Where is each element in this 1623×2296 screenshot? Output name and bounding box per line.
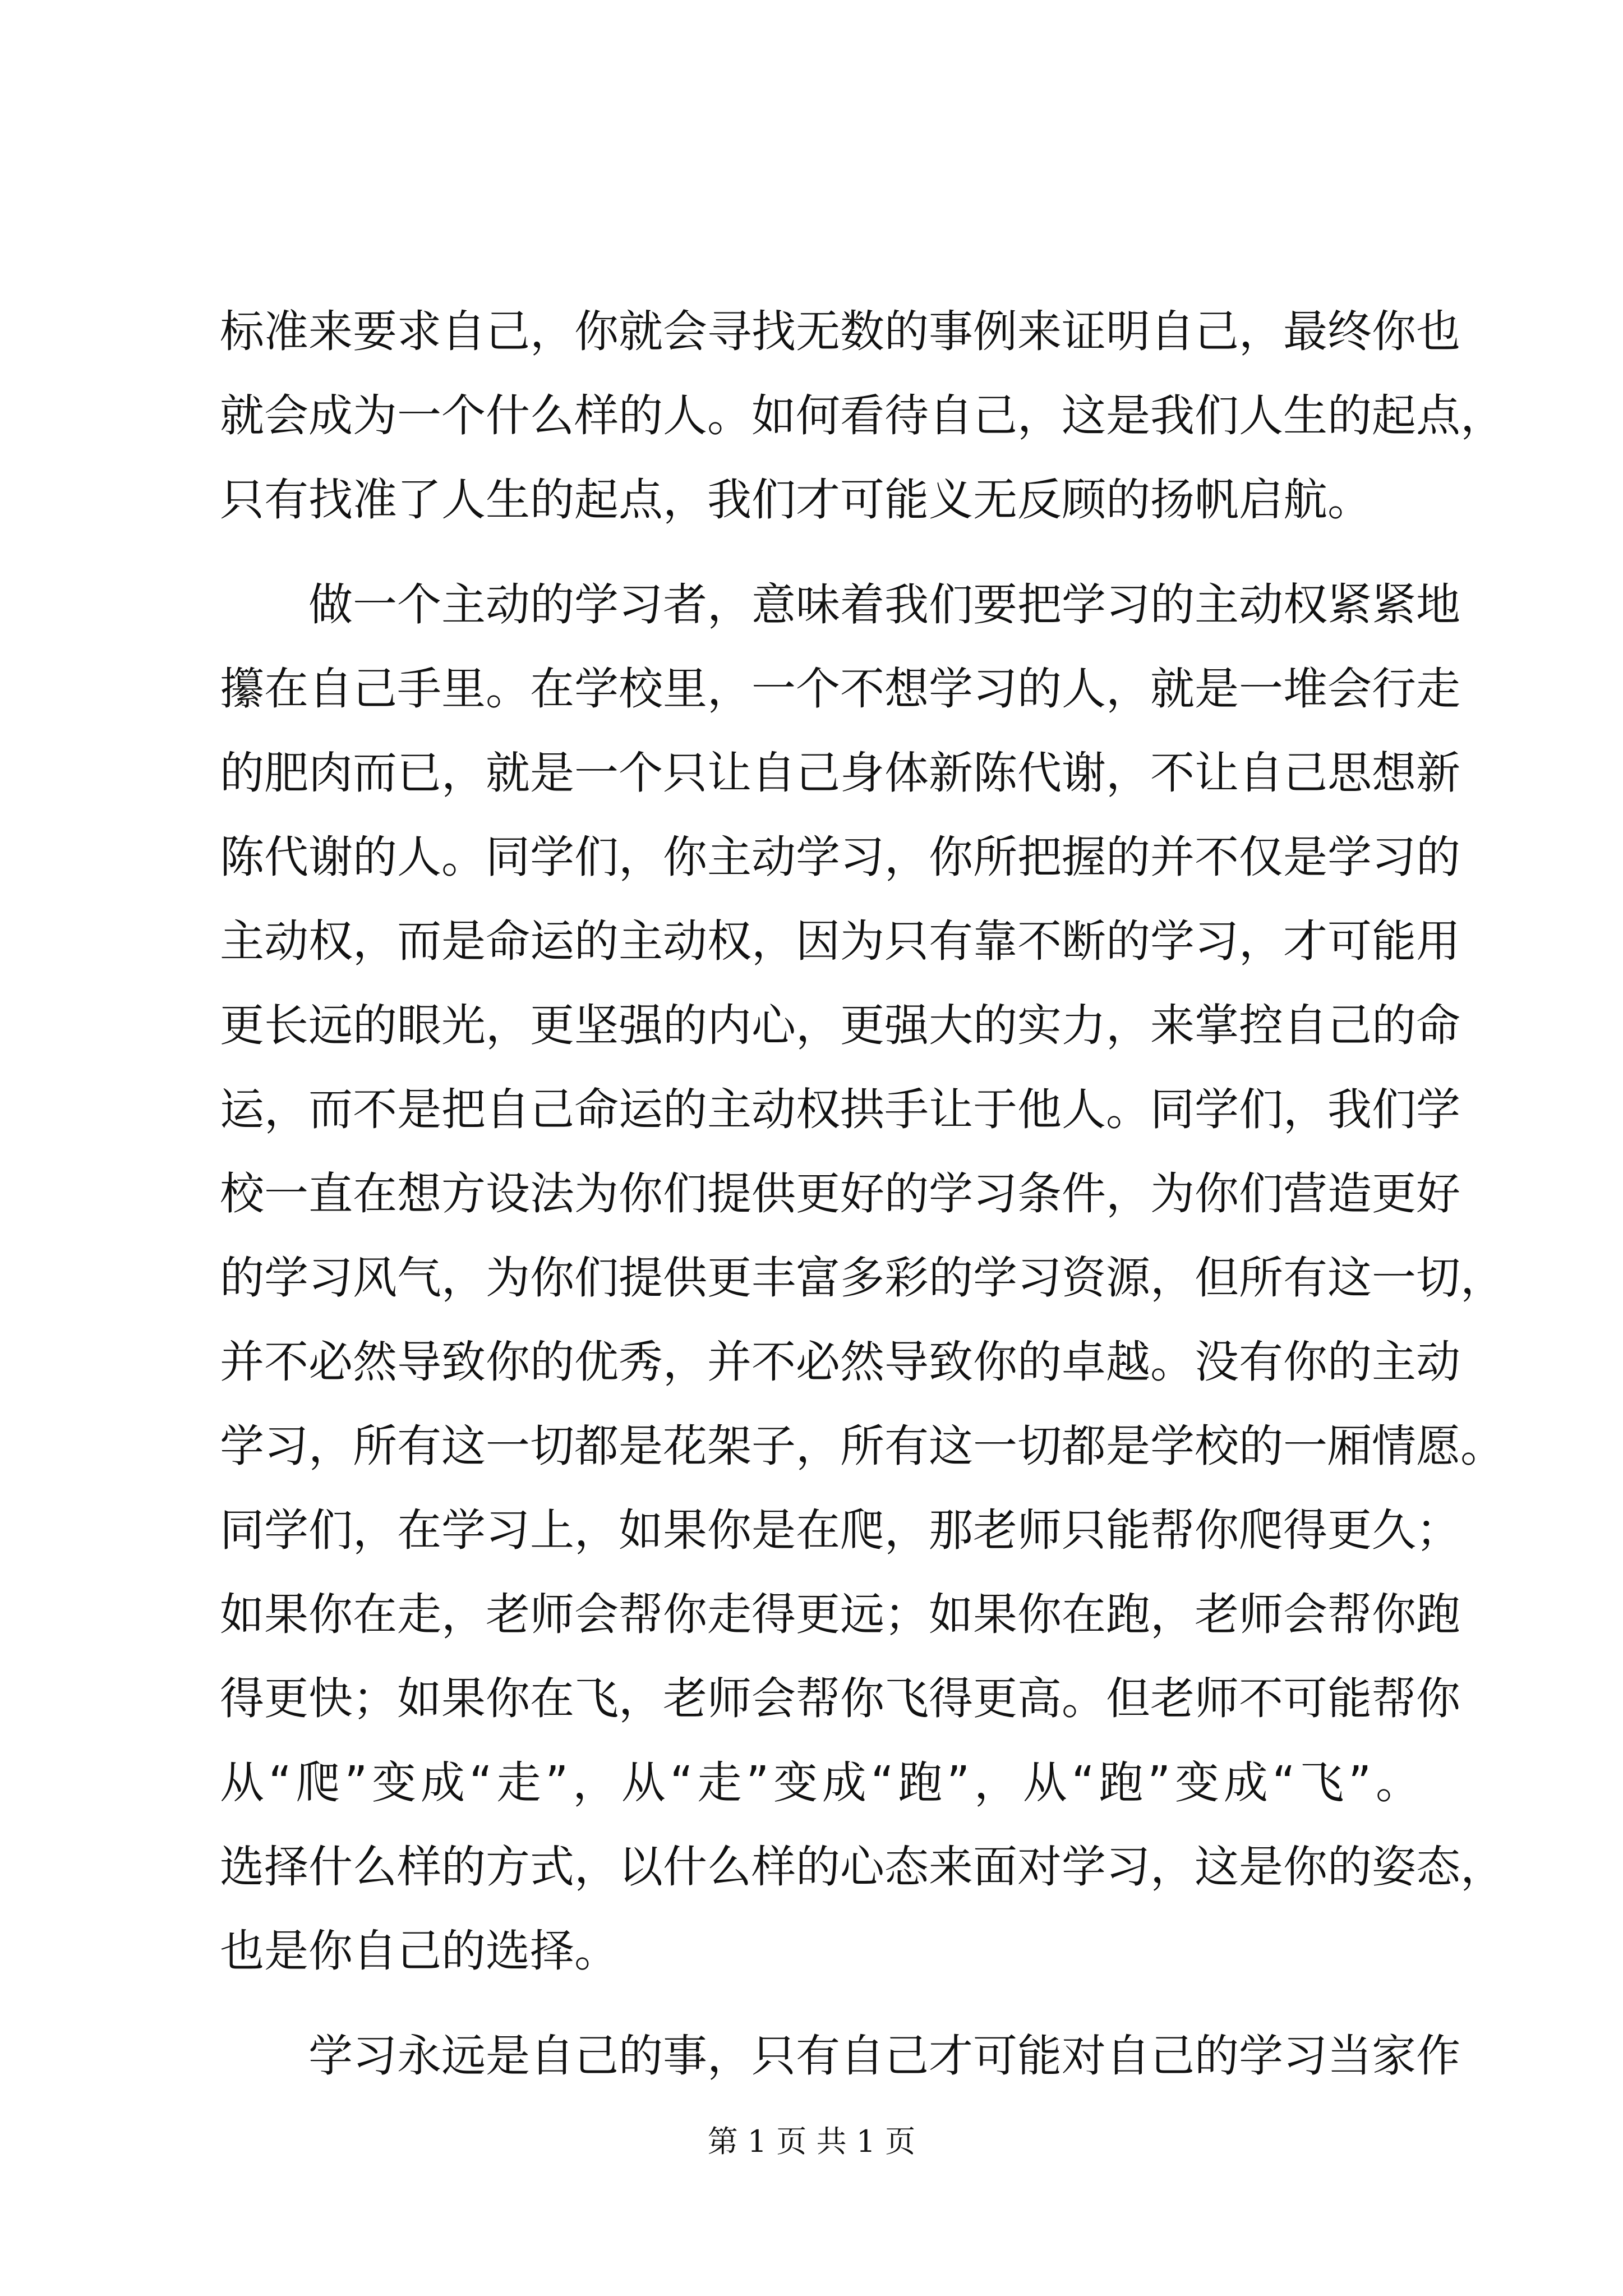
text-line: 就会成为一个什么样的人。如何看待自己，这是我们人生的起点， bbox=[220, 390, 1505, 441]
text-line: 只有找准了人生的起点，我们才可能义无反顾的扬帆启航。 bbox=[220, 474, 1372, 526]
text-line: 的肥肉而已，就是一个只让自己身体新陈代谢，不让自己思想新 bbox=[220, 747, 1460, 799]
text-line: 陈代谢的人。同学们，你主动学习，你所把握的并不仅是学习的 bbox=[220, 831, 1460, 883]
text-line: 选择什么样的方式，以什么样的心态来面对学习，这是你的姿态， bbox=[220, 1841, 1505, 1893]
text-line: 更长远的眼光，更坚强的内心，更强大的实力，来掌控自己的命 bbox=[220, 1000, 1460, 1051]
text-line: 如果你在走，老师会帮你走得更远；如果你在跑，老师会帮你跑 bbox=[220, 1589, 1460, 1640]
text-line: 运，而不是把自己命运的主动权拱手让于他人。同学们，我们学 bbox=[220, 1084, 1460, 1135]
text-line: 标准来要求自己，你就会寻找无数的事例来证明自己，最终你也 bbox=[220, 306, 1460, 357]
text-line: 主动权，而是命运的主动权，因为只有靠不断的学习，才可能用 bbox=[220, 915, 1460, 967]
text-line: 的学习风气，为你们提供更丰富多彩的学习资源，但所有这一切， bbox=[220, 1252, 1505, 1304]
document-body bbox=[220, 306, 1505, 2118]
paragraph-first-line: 做一个主动的学习者，意味着我们要把学习的主动权紧紧地 bbox=[308, 579, 1460, 631]
text-line: 并不必然导致你的优秀，并不必然导致你的卓越。没有你的主动 bbox=[220, 1336, 1460, 1388]
text-line: 得更快；如果你在飞，老师会帮你飞得更高。但老师不可能帮你 bbox=[220, 1673, 1460, 1724]
text-line: 从“爬”变成“走”，从“走”变成“跑”，从“跑”变成“飞”。 bbox=[220, 1757, 1420, 1809]
paragraph-first-line: 学习永远是自己的事，只有自己才可能对自己的学习当家作 bbox=[308, 2030, 1460, 2082]
text-line: 校一直在想方设法为你们提供更好的学习条件，为你们营造更好 bbox=[220, 1168, 1460, 1220]
text-line: 同学们，在学习上，如果你是在爬，那老师只能帮你爬得更久； bbox=[220, 1504, 1460, 1556]
page-number-footer: 第 1 页 共 1 页 bbox=[707, 2124, 916, 2159]
text-line: 学习，所有这一切都是花架子，所有这一切都是学校的一厢情愿。 bbox=[220, 1420, 1505, 1472]
text-line: 也是你自己的选择。 bbox=[220, 1925, 619, 1977]
text-line: 攥在自己手里。在学校里，一个不想学习的人，就是一堆会行走 bbox=[220, 663, 1460, 715]
